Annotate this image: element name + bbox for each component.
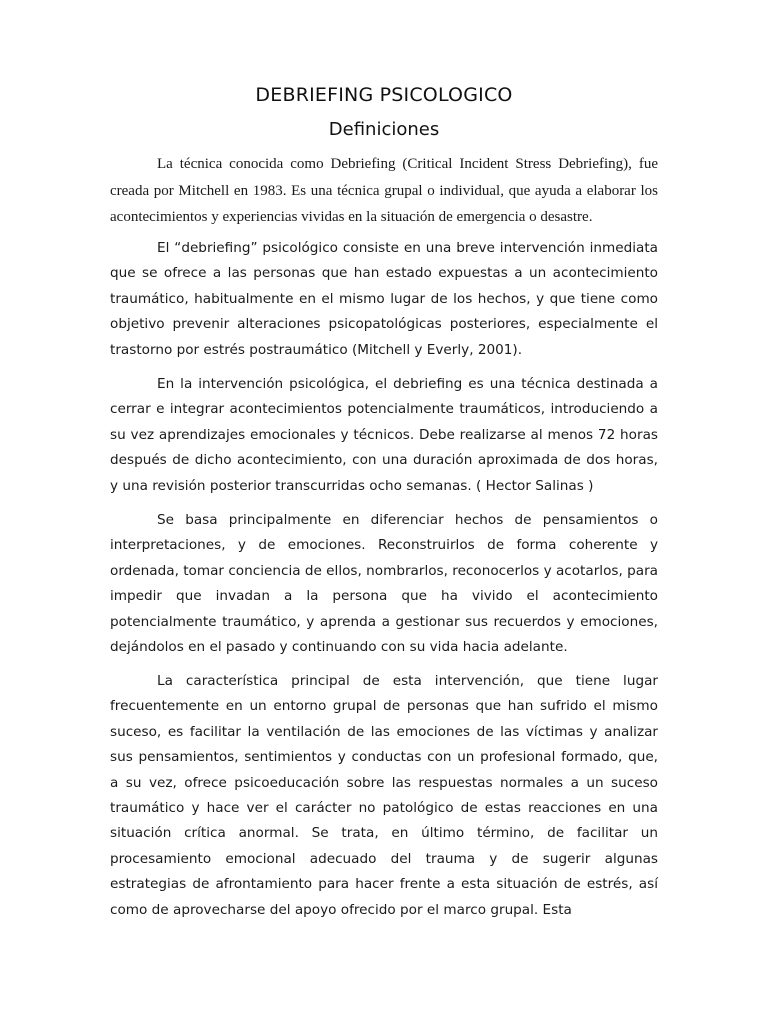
- paragraph-3: En la intervención psicológica, el debriefing es una técnica destinada a cerrar e integrar acontecimientos potencialmente traumáticos, introduciendo a su vez aprendizajes emocionales y técnicos. Debe realizarse al menos 72 horas después de dicho acontecimiento, con una duración aproximada de dos horas, y una revisión posterior transcurridas ocho semanas. ( Hector Salinas ): [110, 376, 658, 494]
- section-heading: Definiciones: [328, 119, 440, 140]
- paragraph-2: El “debriefing” psicológico consiste en una breve intervención inmediata que se ofrece a las personas que han estado expuestas a un acontecimiento traumático, habitualmente en el mismo lugar de los hechos, y que tiene como objetivo prevenir alteraciones psicopatológicas posteriores, especialmente el trastorno por estrés postraumático (Mitchell y Everly, 2001).: [110, 240, 658, 358]
- paragraph-5: La característica principal de esta intervención, que tiene lugar frecuentemente en un entorno grupal de personas que han sufrido el mismo suceso, es facilitar la ventilación de las emociones de las víctimas y analizar sus pensamientos, sentimientos y conductas con un profesional formado, que, a su vez, ofrece psicoeducación sobre las respuestas normales a un suceso traumático y hace ver el carácter no patológico de estas reacciones en una situación crítica anormal. Se trata, en último término, de facilitar un procesamiento emocional adecuado del trauma y de sugerir algunas estrategias de afrontamiento para hacer frente a esta situación de estrés, así como de aprovecharse del apoyo ofrecido por el marco grupal. Esta: [110, 673, 658, 918]
- paragraph-1: La técnica conocida como Debriefing (Critical Incident Stress Debriefing), fue creada por Mitchell en 1983. Es una técnica grupal o individual, que ayuda a elaborar los acontecimientos y experiencias vividas en la situación de emergencia o desastre.: [110, 156, 658, 225]
- document-title: DEBRIEFING PSICOLOGICO: [255, 84, 513, 106]
- paragraph-4: Se basa principalmente en diferenciar hechos de pensamientos o interpretaciones, y de emociones. Reconstruirlos de forma coherente y ordenada, tomar conciencia de ellos, nombrarlos, reconocerlos y acotarlos, para impedir que invadan a la persona que ha vivido el acontecimiento potencialmente traumático, y aprenda a gestionar sus recuerdos y emociones, dejándolos en el pasado y continuando con su vida hacia adelante.: [110, 512, 659, 656]
